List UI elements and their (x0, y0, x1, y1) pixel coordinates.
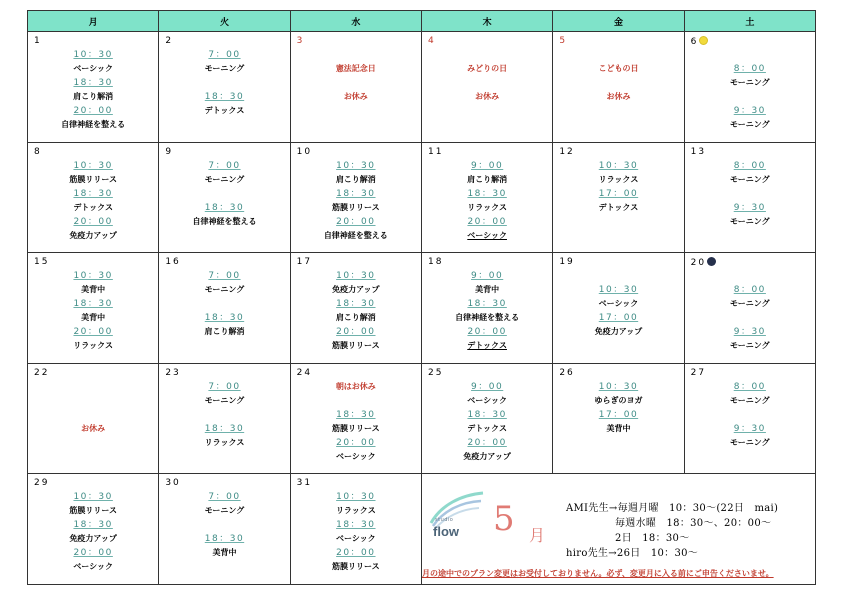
day-cell (290, 363, 421, 474)
class-name: 肩こり解消 (467, 174, 508, 184)
day-number-text: 9 (165, 146, 174, 157)
class-name: 筋膜リリース (332, 423, 380, 433)
month-suffix: 月 (529, 526, 546, 545)
class-time: 20：00 (467, 327, 507, 338)
class-time: 18：30 (204, 92, 245, 102)
class-name: 自律神経を整える (323, 230, 388, 240)
class-name: ベーシック (335, 451, 376, 461)
class-time: 10：30 (73, 271, 113, 282)
day-number (559, 257, 574, 267)
day-cell (28, 142, 159, 253)
day-cell (290, 253, 421, 364)
day-number (165, 147, 173, 157)
class-name (685, 269, 815, 283)
day-number-text: 1 (34, 36, 42, 46)
day-number (34, 368, 49, 378)
class-time: 18：30 (73, 188, 113, 199)
class-list (28, 253, 158, 353)
class-name: モーニング (204, 64, 245, 73)
day-cell (290, 32, 421, 143)
class-name: モーニング (204, 395, 245, 405)
class-name: モーニング (730, 395, 770, 405)
day-number (691, 147, 706, 157)
day-number (428, 368, 443, 378)
class-time: 18：30 (467, 188, 507, 199)
day-cell (684, 253, 815, 364)
day-number-text: 19 (559, 257, 575, 268)
class-time: 10：30 (598, 285, 639, 296)
day-number (34, 257, 49, 267)
class-time: 7：00 (208, 271, 241, 282)
week-row (28, 142, 816, 253)
day-number (165, 36, 173, 46)
day-cell (421, 142, 552, 253)
class-name: デトックス (73, 202, 113, 212)
class-name (291, 48, 421, 62)
day-number-text: 22 (34, 367, 50, 378)
class-time: 10：30 (598, 160, 639, 171)
day-cell (290, 142, 421, 253)
class-time: 18：30 (467, 299, 507, 310)
holiday-label: お休み (606, 92, 631, 101)
class-time: 7：00 (208, 160, 241, 171)
teacher-note-line: hiro先生→26日 10：30〜 (566, 548, 699, 559)
holiday-label: 憲法記念日 (335, 64, 376, 73)
day-number (297, 257, 312, 267)
class-time: 10：30 (336, 492, 376, 503)
class-time: 8：00 (733, 64, 766, 74)
class-name: モーニング (730, 216, 770, 226)
class-name: モーニング (204, 506, 245, 516)
class-name (28, 408, 158, 422)
class-time: 7：00 (208, 492, 241, 503)
day-number (34, 36, 42, 46)
class-list (422, 143, 552, 243)
class-name: 肩こり解消 (73, 92, 114, 101)
day-number (165, 257, 180, 267)
class-time: 20：00 (73, 106, 113, 116)
day-number (34, 147, 42, 157)
day-number-text: 3 (296, 36, 305, 46)
class-name: 肩こり解消 (335, 174, 376, 184)
class-name: 筋膜リリース (69, 174, 117, 184)
class-name: 筋膜リリース (332, 341, 380, 351)
day-number (165, 478, 180, 488)
class-name (553, 76, 683, 90)
class-name (685, 311, 815, 325)
week-row (28, 363, 816, 474)
class-list (159, 32, 289, 118)
class-list (291, 364, 421, 464)
day-number-text: 20 (690, 258, 707, 269)
day-number (297, 36, 305, 46)
day-number (34, 478, 49, 488)
class-name: モーニング (730, 437, 770, 447)
class-name (685, 90, 815, 104)
day-cell (684, 363, 815, 474)
day-number-text: 13 (690, 146, 707, 157)
class-name: 自律神経を整える (61, 120, 126, 129)
day-cell (684, 142, 815, 253)
holiday-label: お休み (475, 92, 500, 101)
class-time: 10：30 (336, 271, 376, 282)
day-number-text: 23 (165, 367, 181, 378)
class-time: 18：30 (204, 313, 245, 324)
day-number-text: 30 (165, 478, 181, 489)
day-cell (159, 142, 290, 253)
teacher-note-line: 2日 18：30〜 (615, 533, 690, 544)
day-cell (421, 253, 552, 364)
class-name: 美背中 (81, 313, 106, 323)
day-number (297, 368, 312, 378)
class-name (685, 48, 815, 62)
class-time: 9：00 (471, 381, 504, 392)
class-name: 自律神経を整える (455, 313, 520, 323)
day-number (559, 147, 574, 157)
day-number-text: 12 (559, 146, 575, 157)
class-time: 18：30 (204, 423, 245, 434)
class-name (291, 76, 421, 90)
class-time: 9：30 (733, 423, 766, 434)
class-name: 自律神経を整える (192, 216, 257, 226)
class-name (159, 408, 289, 422)
teacher-note-line: AMI先生→毎週月曜 10：30〜(22日 mai) (566, 503, 779, 514)
class-time: 8：00 (733, 160, 766, 171)
day-number-text: 4 (427, 36, 436, 46)
class-name: 美背中 (212, 548, 237, 558)
class-name: モーニング (730, 299, 770, 309)
day-cell (553, 32, 684, 143)
class-name: ゆらぎのヨガ (594, 395, 643, 405)
class-time: 18：30 (204, 202, 245, 213)
logo-studio-text: studio (435, 517, 454, 523)
day-number-text: 26 (559, 367, 575, 378)
class-name: ベーシック (73, 64, 113, 73)
class-time: 18：30 (467, 409, 507, 420)
class-name: デトックス (204, 106, 245, 115)
class-time: 10：30 (598, 381, 639, 392)
class-name: 免疫力アップ (594, 327, 643, 337)
day-number-text: 15 (34, 257, 50, 268)
day-number (428, 36, 436, 46)
class-name: 筋膜リリース (332, 562, 380, 572)
class-name: デトックス (467, 423, 507, 433)
class-time: 20：00 (73, 327, 113, 338)
class-name: リラックス (598, 174, 639, 184)
class-time: 9：00 (471, 160, 504, 171)
class-name: 肩こり解消 (204, 327, 245, 337)
day-cell (159, 253, 290, 364)
week-row (28, 253, 816, 364)
class-time: 8：00 (733, 285, 766, 296)
class-name: リラックス (335, 506, 376, 516)
class-list (28, 474, 158, 574)
class-name: ベーシック (335, 534, 376, 544)
class-time: 9：30 (733, 327, 766, 338)
day-number (428, 147, 443, 157)
class-time: 10：30 (73, 492, 113, 503)
day-cell (159, 474, 290, 585)
day-cell (28, 253, 159, 364)
weekday-header-cell: 月 (28, 11, 159, 32)
class-time: 18：30 (336, 409, 376, 420)
day-number (428, 257, 443, 267)
class-time: 18：30 (336, 520, 376, 531)
class-time: 10：30 (73, 50, 113, 60)
day-number-text: 27 (690, 367, 707, 378)
class-list (291, 474, 421, 574)
class-time: 18：30 (73, 78, 113, 88)
class-name: 美背中 (475, 285, 500, 295)
class-time: 20：00 (336, 437, 376, 448)
class-time: 7：00 (208, 50, 241, 60)
day-number-text: 6 (690, 37, 699, 47)
class-name (685, 408, 815, 422)
day-number-text: 29 (34, 478, 50, 489)
day-cell (159, 32, 290, 143)
weekday-header-cell: 木 (421, 11, 552, 32)
class-name (159, 297, 289, 311)
day-number-text: 24 (296, 367, 313, 378)
class-time: 20：00 (73, 548, 113, 559)
day-number (691, 368, 706, 378)
class-time: 20：00 (467, 437, 507, 448)
class-time: 9：00 (471, 271, 504, 282)
class-time: 17：00 (598, 188, 639, 199)
class-name: 免疫力アップ (463, 451, 511, 461)
class-name: ベーシック (598, 299, 639, 309)
class-time: 20：00 (73, 216, 113, 227)
day-number-text: 2 (165, 36, 174, 46)
class-time: 18：30 (336, 188, 376, 199)
class-list (159, 143, 289, 229)
class-time: 18：30 (73, 520, 113, 531)
logo-flow-text: flow (433, 524, 459, 539)
day-cell (28, 363, 159, 474)
class-name: モーニング (730, 120, 770, 129)
day-cell (159, 363, 290, 474)
class-list (28, 32, 158, 132)
class-name (553, 269, 683, 283)
class-time: 10：30 (336, 160, 376, 171)
class-name: 肩こり解消 (335, 313, 376, 323)
class-name: ベーシック (467, 395, 507, 405)
class-name: ベーシック (73, 562, 113, 572)
holiday-label: お休み (81, 423, 106, 433)
class-list (28, 143, 158, 243)
class-time: 17：00 (598, 409, 639, 420)
sun-icon (699, 36, 708, 45)
class-time: 18：30 (204, 534, 245, 545)
day-number (297, 478, 312, 488)
day-cell (421, 32, 552, 143)
teacher-note-line: 毎週水曜 18：30〜、20：00〜 (615, 518, 772, 529)
class-name (159, 187, 289, 201)
class-list (422, 364, 552, 464)
day-number-text: 18 (427, 257, 444, 268)
class-time: 20：00 (336, 216, 376, 227)
day-number-text: 31 (296, 478, 313, 489)
day-number-text: 8 (34, 146, 42, 157)
class-time: 20：00 (336, 327, 376, 338)
class-time: 18：30 (73, 299, 113, 310)
class-name: モーニング (204, 285, 245, 295)
day-number (165, 368, 180, 378)
class-name (159, 76, 289, 90)
day-number (297, 147, 312, 157)
class-list (291, 32, 421, 104)
day-cell (421, 363, 552, 474)
holiday-label: こどもの日 (598, 64, 639, 73)
day-number-text: 25 (427, 367, 444, 378)
class-time: 17：00 (598, 313, 639, 324)
class-name: リラックス (73, 341, 114, 351)
holiday-label: みどりの日 (467, 64, 508, 73)
class-list (422, 253, 552, 353)
day-number (691, 36, 709, 47)
day-cell (28, 474, 159, 585)
class-name: リラックス (467, 202, 508, 212)
day-number-text: 16 (165, 257, 181, 268)
class-list (422, 32, 552, 104)
class-time: 8：00 (733, 381, 766, 392)
class-list (291, 253, 421, 353)
day-number-text: 5 (559, 36, 568, 46)
day-cell (553, 253, 684, 364)
class-name: 免疫力アップ (69, 230, 117, 240)
class-name: 免疫力アップ (69, 534, 117, 544)
weekday-header-cell: 土 (684, 11, 815, 32)
class-name (553, 48, 683, 62)
class-name: モーニング (730, 78, 770, 87)
day-number (691, 257, 716, 268)
class-name: 免疫力アップ (332, 285, 380, 295)
class-time: 7：00 (208, 381, 241, 392)
class-time: 18：30 (336, 299, 376, 310)
class-name: モーニング (730, 341, 770, 351)
class-name (159, 518, 289, 532)
holiday-label: 朝はお休み (335, 381, 376, 391)
holiday-label: お休み (343, 92, 368, 101)
day-cell (290, 474, 421, 585)
class-name: モーニング (730, 174, 770, 184)
day-cell (28, 32, 159, 143)
class-name: リラックス (204, 437, 245, 447)
week-row (28, 32, 816, 143)
class-name (28, 394, 158, 408)
class-name: 美背中 (606, 423, 631, 433)
weekday-header (28, 11, 816, 32)
class-time: 9：30 (733, 106, 766, 116)
day-cell (553, 363, 684, 474)
studio-info-panel (421, 477, 816, 585)
day-cell (553, 142, 684, 253)
day-number (559, 36, 567, 46)
class-list (291, 143, 421, 243)
class-name: ベーシック (467, 230, 507, 240)
class-time: 20：00 (467, 216, 507, 227)
class-name: 筋膜リリース (69, 506, 117, 516)
class-name: モーニング (204, 174, 245, 184)
day-number (559, 368, 574, 378)
weekday-header-cell: 水 (290, 11, 421, 32)
class-name: 美背中 (81, 285, 106, 295)
month-number: 5 (493, 499, 515, 539)
day-number-text: 10 (296, 146, 313, 157)
class-time: 20：00 (336, 548, 376, 559)
plan-change-warning: 月の途中でのプラン変更はお受付しておりません。必ず、変更月に入る前にご申告くださいませ。 (422, 569, 774, 578)
weekday-header-cell: 火 (159, 11, 290, 32)
class-name (291, 394, 421, 408)
class-time: 10：30 (73, 160, 113, 171)
class-list (685, 253, 815, 353)
class-name (28, 380, 158, 394)
class-name (685, 187, 815, 201)
class-list (685, 32, 815, 132)
class-list (553, 32, 683, 104)
day-number-text: 17 (296, 257, 313, 268)
class-time: 9：30 (733, 202, 766, 213)
weekday-header-cell: 金 (553, 11, 684, 32)
class-name: デトックス (467, 341, 507, 351)
class-name (422, 48, 552, 62)
moon-icon (707, 257, 716, 266)
class-name: デトックス (598, 202, 639, 212)
class-name: 筋膜リリース (332, 202, 380, 212)
day-cell (684, 32, 815, 143)
day-number-text: 11 (427, 146, 444, 157)
class-name (422, 76, 552, 90)
